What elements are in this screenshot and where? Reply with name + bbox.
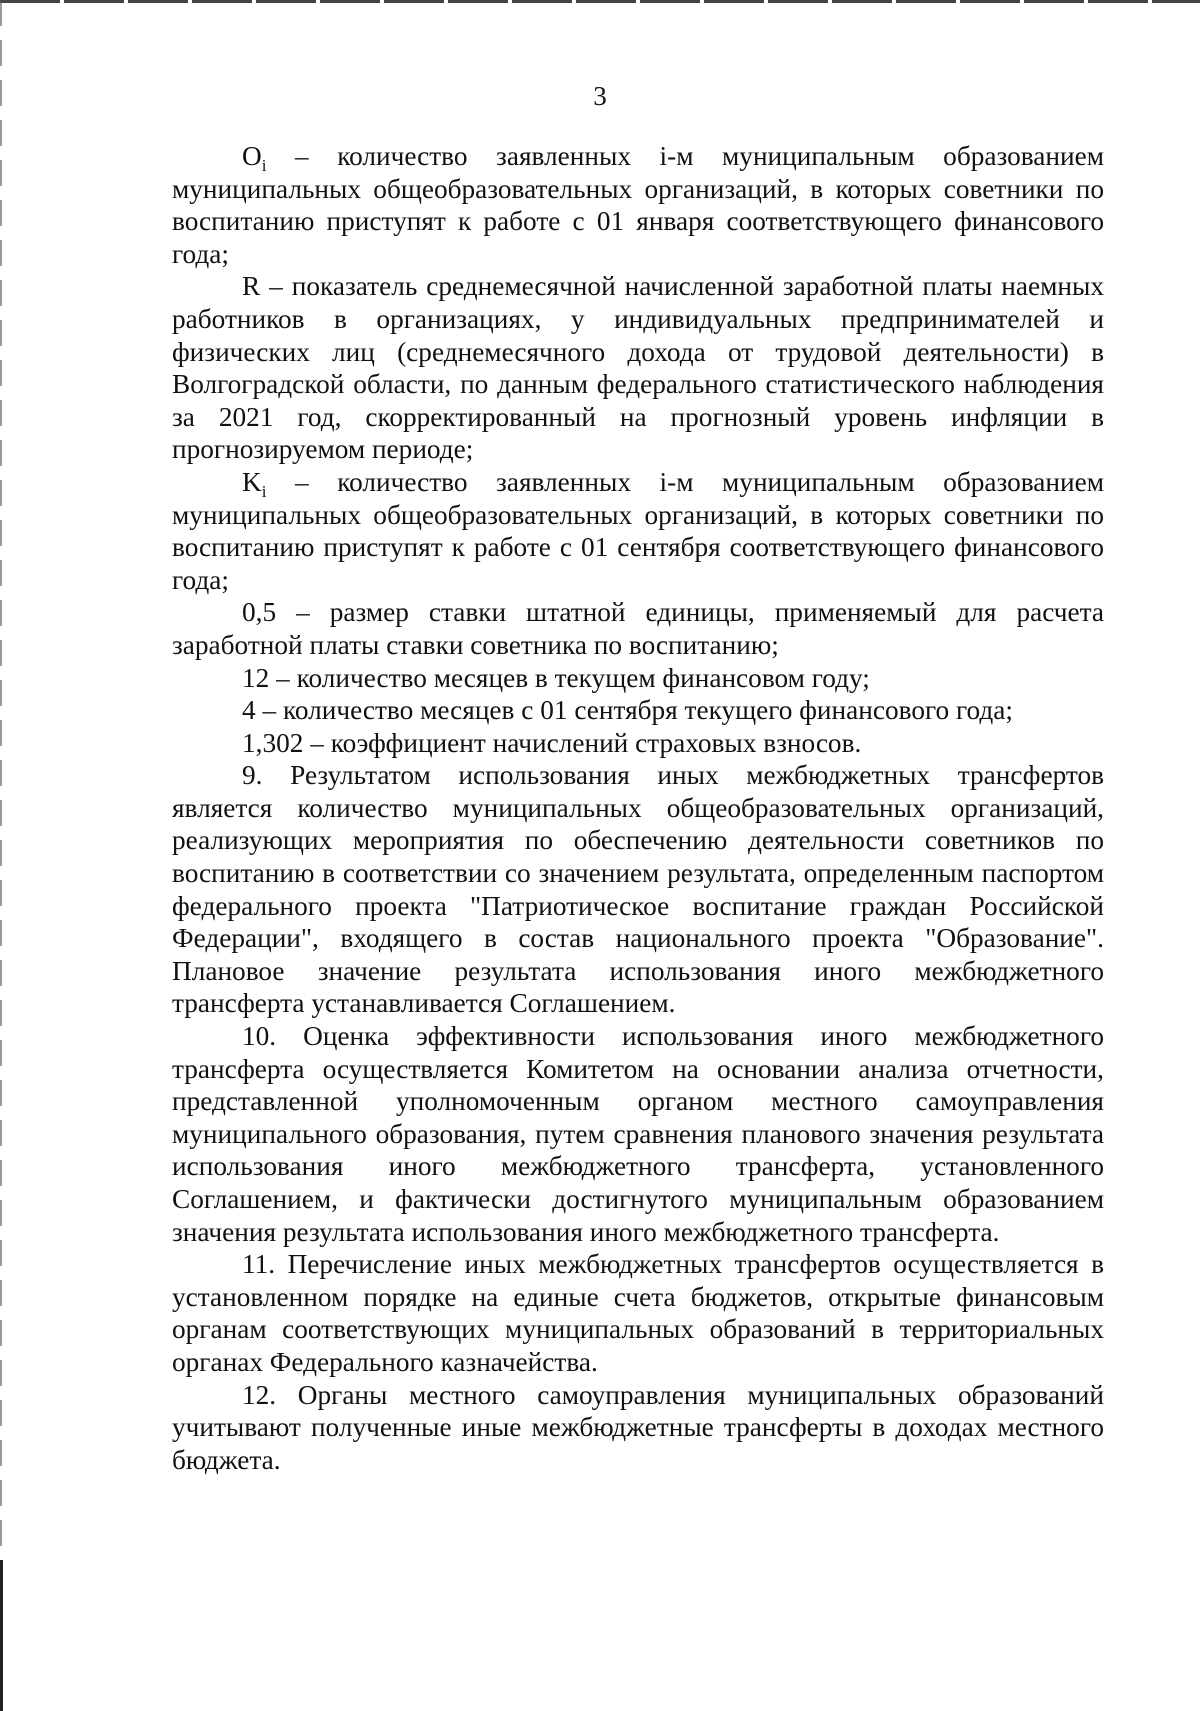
definition-k-text: – количество заявленных i-м муниципальным образованием муниципальных общеобразовательных организаций, в которых советники по воспитанию приступят к работе с 01 сентября соответствующего финансового года; [172,466,1104,595]
paragraph-item-9: 9. Результатом использования иных межбюджетных трансфертов является количество муниципальных общеобразовательных организаций, реализующих мероприятия по обеспечению деятельности советников по воспитанию в соответствии со значением результата, определенным паспортом федерального проекта "Патриотическое воспитание граждан Российской Федерации", входящего в состав национального проекта "Образование". Плановое значение результата использования иного межбюджетного трансферта устанавливается Соглашением. [172,760,1104,1019]
paragraph-definition-coefficient: 1,302 – коэффициент начислений страховых взносов. [242,727,862,758]
document-body [172,140,1104,1476]
paragraph-item-10: 10. Оценка эффективности использования иного межбюджетного трансферта осуществляется Комитетом на основании анализа отчетности, представленной уполномоченным органом местного самоуправления муниципального образования, путем сравнения планового значения результата использования иного межбюджетного трансферта, установленного Соглашением, и фактически достигнутого муниципальным образованием значения результата использования иного межбюджетного трансферта. [172,1021,1104,1247]
paragraph-definition-k [172,466,1104,596]
scan-edge-left-bottom [0,1560,3,1711]
paragraph-item-11: 11. Перечисление иных межбюджетных трансфертов осуществляется в установленном порядке на единые счета бюджетов, открытые финансовым органам соответствующих муниципальных образований в территориальных органах Федерального казначейства. [172,1249,1104,1377]
symbol-k-subscript: i [261,481,267,501]
paragraph-definition-months-september: 4 – количество месяцев с 01 сентября текущего финансового года; [242,695,1013,726]
paragraph-item-12: 12. Органы местного самоуправления муниципальных образований учитывают полученные иные межбюджетные трансферты в доходах местного бюджета. [172,1379,1104,1475]
scan-edge-top [0,0,1200,3]
paragraph-definition-rate: 0,5 – размер ставки штатной единицы, применяемый для расчета заработной платы ставки советника по воспитанию; [172,597,1104,660]
definition-o-text: – количество заявленных i-м муниципальным образованием муниципальных общеобразовательных организаций, в которых советники по воспитанию приступят к работе с 01 января соответствующего финансового года; [172,141,1104,269]
page-number: 3 [593,81,607,111]
paragraph-definition-months-year: 12 – количество месяцев в текущем финансовом году; [242,662,870,693]
symbol-o-subscript: i [261,156,267,175]
paragraph-definition-r: R – показатель среднемесячной начисленной заработной платы наемных работников в организациях, у индивидуальных предпринимателей и физических лиц (среднемесячного дохода от трудовой деятельности) в Волгоградской области, по данным федерального статистического наблюдения за 2021 год, скорректированный на прогнозный уровень инфляции в прогнозируемом периоде; [172,271,1104,465]
symbol-o: O [242,141,262,171]
scan-edge-left [0,0,2,1711]
symbol-k: K [242,466,262,497]
paragraph-definition-o [172,140,1104,270]
